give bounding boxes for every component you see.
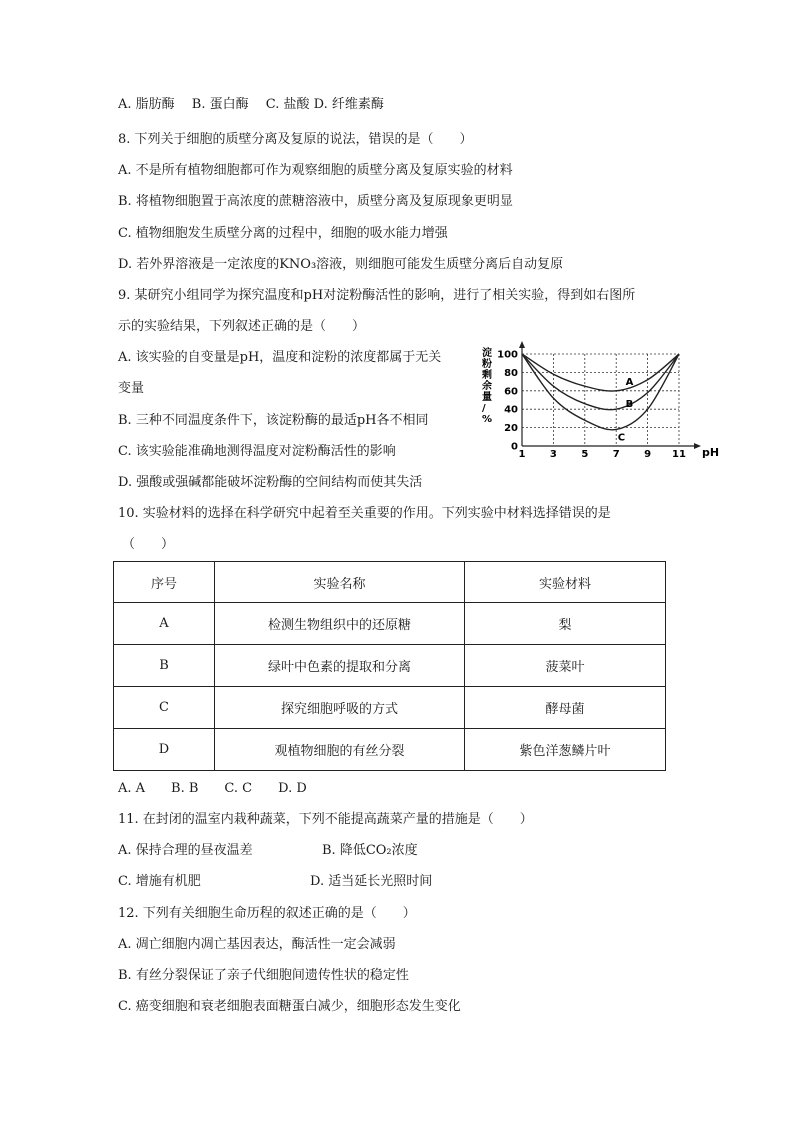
x-axis-arrow bbox=[694, 443, 701, 449]
q9-stem-line1: 9. 某研究小组同学为探究温度和pH对淀粉酶活性的影响，进行了相关实验，得到如右图所 bbox=[118, 288, 636, 303]
q12-stem: 12. 下列有关细胞生命历程的叙述正确的是（ ） bbox=[118, 906, 416, 921]
series-label-B: B bbox=[625, 399, 634, 411]
y-tick-label: 100 bbox=[497, 349, 518, 361]
q8-option-a: A. 不是所有植物细胞都可作为观察细胞的质壁分离及复原实验的材料 bbox=[118, 163, 513, 178]
table-header: 实验材料 bbox=[465, 562, 666, 603]
chart-series bbox=[522, 354, 679, 443]
y-axis-arrow bbox=[519, 341, 525, 348]
y-tick-label: 0 bbox=[511, 441, 518, 453]
q12-option-b: B. 有丝分裂保证了亲子代细胞间遗传性状的稳定性 bbox=[118, 968, 409, 983]
table-row bbox=[114, 603, 666, 645]
y-tick-label: 40 bbox=[504, 404, 518, 416]
x-tick-label: 5 bbox=[581, 449, 589, 460]
q9-option-d: D. 强酸或强碱都能破坏淀粉酶的空间结构而使其失活 bbox=[118, 475, 423, 490]
experiment-table bbox=[113, 561, 666, 771]
q10-paren: （ ） bbox=[122, 537, 175, 552]
x-tick-label: 3 bbox=[549, 449, 557, 460]
q9-stem-line2: 示的实验结果，下列叙述正确的是（ ） bbox=[118, 319, 366, 334]
chart-xlabel: pH bbox=[702, 446, 720, 459]
table-header: 实验名称 bbox=[215, 562, 465, 603]
q11-option-b: B. 降低CO₂浓度 bbox=[322, 843, 418, 858]
table-row bbox=[114, 729, 666, 771]
q10-options: A. A B. B C. C D. D bbox=[118, 781, 307, 796]
q11-option-c: C. 增施有机肥 bbox=[118, 874, 201, 889]
table-cell: C bbox=[114, 687, 215, 729]
q9-option-b: B. 三种不同温度条件下，该淀粉酶的最适pH各不相同 bbox=[118, 413, 429, 428]
table-cell: 探究细胞呼吸的方式 bbox=[215, 687, 465, 729]
table-cell: D bbox=[114, 729, 215, 771]
x-tick-label: 7 bbox=[612, 449, 620, 460]
q9-option-a-line2: 变量 bbox=[118, 381, 145, 396]
amylase-chart bbox=[478, 332, 722, 460]
q8-stem: 8. 下列关于细胞的质壁分离及复原的说法，错误的是（ ） bbox=[118, 132, 473, 147]
table-cell: 绿叶中色素的提取和分离 bbox=[215, 645, 465, 687]
chart-axes bbox=[519, 341, 701, 449]
series-label-A: A bbox=[625, 376, 634, 388]
table-cell: 酵母菌 bbox=[465, 687, 666, 729]
series-line-B bbox=[522, 354, 679, 410]
q11-option-d: D. 适当延长光照时间 bbox=[310, 874, 433, 889]
chart-grid bbox=[522, 354, 679, 446]
x-tick-label: 1 bbox=[518, 449, 526, 460]
table-header-row bbox=[114, 562, 666, 603]
table-cell: B bbox=[114, 645, 215, 687]
table-cell: A bbox=[114, 603, 215, 645]
q7-options: A. 脂肪酶 B. 蛋白酶 C. 盐酸 D. 纤维素酶 bbox=[118, 97, 384, 112]
series-label-C: C bbox=[617, 432, 626, 444]
q9-option-c: C. 该实验能准确地测得温度对淀粉酶活性的影响 bbox=[118, 444, 396, 459]
table-header: 序号 bbox=[114, 562, 215, 603]
chart-ticks bbox=[497, 350, 686, 461]
chart-ylabel: 淀粉剩余量/ % bbox=[482, 348, 493, 425]
x-tick-label: 9 bbox=[644, 449, 652, 460]
q9-option-a-line1: A. 该实验的自变量是pH，温度和淀粉的浓度都属于无关 bbox=[118, 350, 442, 365]
table-cell: 观植物细胞的有丝分裂 bbox=[215, 729, 465, 771]
q10-stem: 10. 实验材料的选择在科学研究中起着至关重要的作用。下列实验中材料选择错误的是 bbox=[118, 506, 611, 521]
series-line-C bbox=[522, 354, 679, 430]
y-tick-label: 20 bbox=[504, 423, 518, 435]
table-cell: 紫色洋葱鳞片叶 bbox=[465, 729, 666, 771]
q12-option-a: A. 凋亡细胞内凋亡基因表达，酶活性一定会减弱 bbox=[118, 937, 396, 952]
q8-option-c: C. 植物细胞发生质壁分离的过程中，细胞的吸水能力增强 bbox=[118, 226, 448, 241]
y-tick-label: 60 bbox=[504, 386, 518, 398]
q11-option-a: A. 保持合理的昼夜温差 bbox=[118, 843, 253, 858]
q8-option-d: D. 若外界溶液是一定浓度的KNO₃溶液，则细胞可能发生质壁分离后自动复原 bbox=[118, 257, 564, 272]
q8-option-b: B. 将植物细胞置于高浓度的蔗糖溶液中，质壁分离及复原现象更明显 bbox=[118, 194, 513, 209]
y-tick-label: 80 bbox=[504, 367, 518, 379]
q11-stem: 11. 在封闭的温室内栽种蔬菜，下列不能提高蔬菜产量的措施是（ ） bbox=[118, 812, 533, 827]
table-row bbox=[114, 687, 666, 729]
table-cell: 菠菜叶 bbox=[465, 645, 666, 687]
table-row bbox=[114, 645, 666, 687]
table-cell: 检测生物组织中的还原糖 bbox=[215, 603, 465, 645]
q12-option-c: C. 癌变细胞和衰老细胞表面糖蛋白减少，细胞形态发生变化 bbox=[118, 999, 461, 1014]
table-cell: 梨 bbox=[465, 603, 666, 645]
x-tick-label: 11 bbox=[672, 449, 686, 460]
